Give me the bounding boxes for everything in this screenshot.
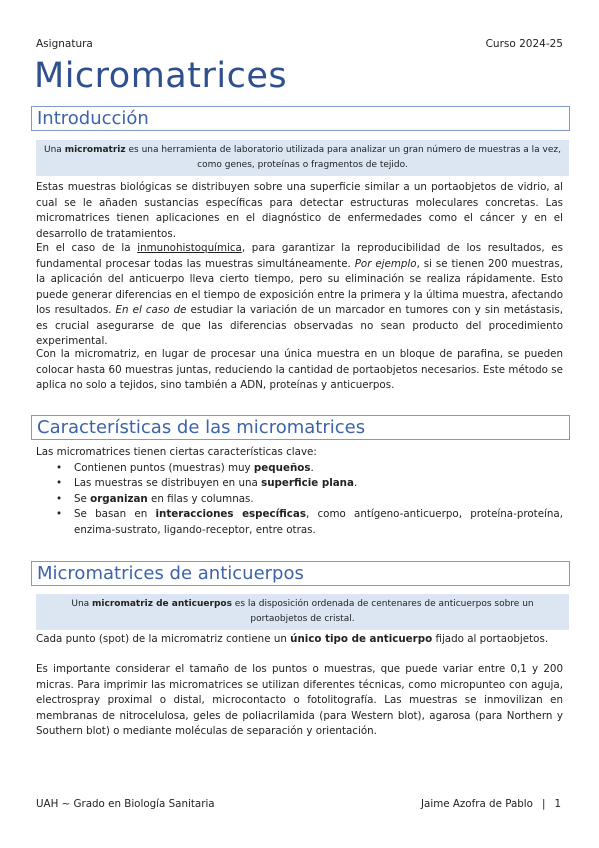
features-list <box>36 461 563 539</box>
paragraph-intro-3: Con la micromatriz, en lugar de procesar una única muestra en un bloque de parafina, se pueden colocar hasta 60 muestras juntas, reduciendo la cantidad de portaobjetos necesarios. Este método se aplica no solo a tejidos, sino también a ADN, proteínas y anticuerpos. <box>36 348 563 391</box>
document-title: Micromatrices <box>34 56 288 96</box>
header-course: Curso 2024-25 <box>485 38 563 50</box>
bold-term: pequeños <box>253 461 311 474</box>
text-run: fijado al portaobjetos. <box>432 633 549 645</box>
section-heading-caracteristicas: Características de las micromatrices <box>31 415 570 440</box>
text-run: . <box>310 461 314 474</box>
callout-bold-term: micromatriz <box>64 145 126 155</box>
bullet-icon: • <box>56 461 63 474</box>
footer-author-page <box>421 798 561 810</box>
italic-run: Por ejemplo <box>354 257 417 270</box>
underlined-term: inmunohistoquímica <box>137 242 242 254</box>
list-item <box>36 492 563 508</box>
section-heading-anticuerpos: Micromatrices de anticuerpos <box>31 561 570 586</box>
callout-text: es una herramienta de laboratorio utilizada para analizar un gran número de muestras a la vez, como genes, proteínas o fragmentos de tejido. <box>125 145 561 170</box>
callout-text: es la disposición ordenada de centenares de anticuerpos sobre un portaobjetos de cristal. <box>231 599 534 624</box>
page-number: 1 <box>554 798 561 810</box>
header-subject: Asignatura <box>36 38 93 50</box>
bold-term: único tipo de anticuerpo <box>290 633 433 645</box>
paragraph-antibodies-1 <box>36 632 563 648</box>
text-run: En el caso de la <box>36 242 138 254</box>
text-run: estudiar la variación de un marcador en tumores con y sin metástasis, es crucial asegurarse de que las diferencias observadas no sean producto del procedimiento experimental. <box>36 304 563 347</box>
bold-term: interacciones específicas <box>155 508 306 520</box>
callout-text: Una <box>44 145 65 155</box>
list-item <box>36 507 563 538</box>
italic-run: En el caso de <box>115 304 187 316</box>
bold-term: organizan <box>90 492 148 505</box>
text-run: Cada punto (spot) de la micromatriz contiene un <box>36 633 291 645</box>
text-run: Contienen puntos (muestras) muy <box>74 461 254 474</box>
features-intro: Las micromatrices tienen ciertas características clave: <box>36 446 317 458</box>
paragraph-intro-2 <box>36 241 563 350</box>
paragraph-intro-1: Estas muestras biológicas se distribuyen sobre una superficie similar a un portaobjetos de vidrio, al cual se le añaden sustancias específicas para detectar estructuras moleculares concretas. Las micromatrices tienen aplicaciones en el diagnóstico de enfermedades como el cáncer y en el desarrollo de tratamientos. <box>36 181 563 240</box>
text-run: , si se tienen 200 muestras, la aplicación del anticuerpo lleva cierto tiempo, pero su eliminación se realiza rápidamente. Esto puede generar diferencias en el tiempo de exposición entre la primera y la última muestra, afectando los resultados. <box>36 257 564 316</box>
text-run: Las muestras se distribuyen en una <box>74 477 262 489</box>
text-run: . <box>353 477 358 489</box>
bold-term: superficie plana <box>261 477 354 489</box>
paragraph-antibodies-2: Es importante considerar el tamaño de los puntos o muestras, que puede variar entre 0,1 y 200 micras. Para imprimir las micromatrices se utilizan diferentes técnicas, como micropunteo con aguja, electrospray proximal o distal, microcontacto o fotolitografía. Las muestras se inmovilizan en membranas de nitrocelulosa, geles de poliacrilamida (para Western blot), agarosa (para Northern y Southern blot) o mediante moléculas de separación y orientación. <box>36 663 563 737</box>
callout-bold-term: micromatriz de anticuerpos <box>92 599 232 609</box>
text-run: Se basan en <box>74 508 156 520</box>
bullet-icon: • <box>56 477 63 489</box>
callout-definition <box>36 140 569 176</box>
list-item <box>36 476 563 492</box>
text-run: Se <box>74 492 91 505</box>
section-heading-introduccion: Introducción <box>31 106 570 131</box>
footer-author: Jaime Azofra de Pablo <box>421 798 533 810</box>
callout-text: Una <box>71 599 93 609</box>
text-run: , para garantizar la reproducibilidad de los resultados, es fundamental procesar todas las muestras simultáneamente. <box>36 242 563 270</box>
callout-definition-antibodies <box>36 594 569 630</box>
footer-separator: | <box>541 798 546 810</box>
bullet-icon: • <box>56 492 63 505</box>
text-run: , como antígeno-anticuerpo, proteína-proteína, enzima-sustrato, ligando-receptor, entre otras. <box>74 508 564 536</box>
bullet-icon: • <box>56 508 63 520</box>
footer-institution: UAH ~ Grado en Biología Sanitaria <box>36 798 215 810</box>
features-block <box>36 445 563 538</box>
list-item <box>36 461 563 477</box>
text-run: en filas y columnas. <box>147 492 254 505</box>
